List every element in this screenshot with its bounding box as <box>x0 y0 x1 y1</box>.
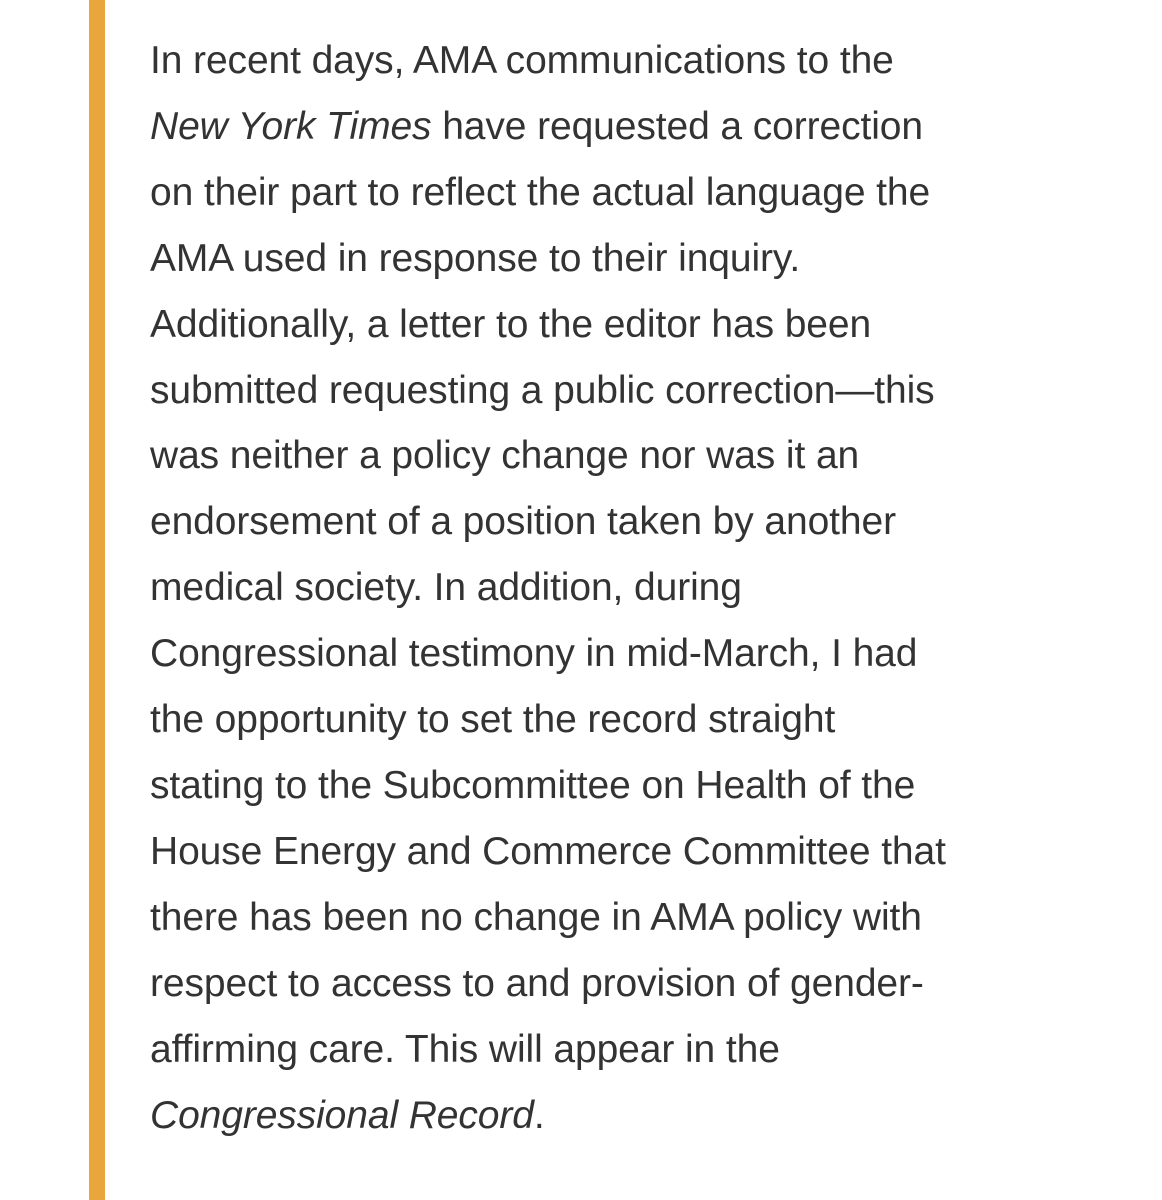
text-line-5: Additionally, a letter to the editor has been <box>150 302 872 346</box>
text-line-13: House Energy and Commerce Committee that <box>150 829 946 873</box>
text-line-14: there has been no change in AMA policy with <box>150 895 922 939</box>
text-line-17: Congressional Record. <box>150 1093 545 1137</box>
text-line-1: In recent days, AMA communications to the <box>150 39 894 82</box>
text-line-9: medical society. In addition, during <box>150 566 742 610</box>
text-line-11: the opportunity to set the record straight <box>150 698 836 742</box>
text-line-4: AMA used in response to their inquiry. <box>150 236 801 280</box>
text-line-16: affirming care. This will appear in the <box>150 1027 780 1071</box>
text-line-8: endorsement of a position taken by another <box>150 500 896 544</box>
quote-block <box>150 28 1150 1148</box>
quote-accent-bar <box>89 0 105 1200</box>
text-line-15: respect to access to and provision of gender- <box>150 961 924 1005</box>
publication-name: Congressional Record <box>150 1093 534 1137</box>
text-line-7: was neither a policy change nor was it an <box>150 434 860 478</box>
text-line-3: on their part to reflect the actual language the <box>150 170 931 214</box>
text-line-10: Congressional testimony in mid-March, I had <box>150 632 918 676</box>
text-line-6: submitted requesting a public correction—this <box>150 368 935 412</box>
publication-name: New York Times <box>150 104 432 148</box>
text-line-12: stating to the Subcommittee on Health of the <box>150 763 916 807</box>
text-line-2: New York Times have requested a correction <box>150 104 923 148</box>
